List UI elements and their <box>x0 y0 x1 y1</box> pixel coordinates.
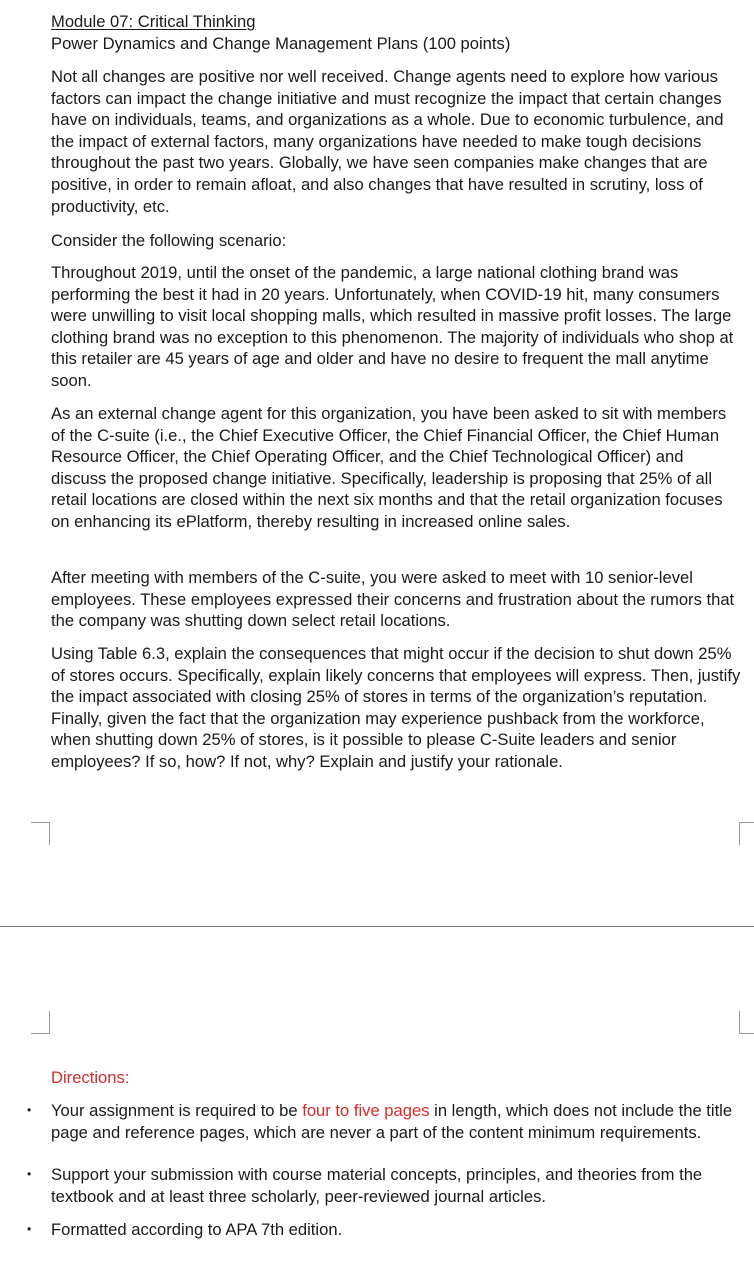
page-break-divider <box>0 926 754 927</box>
length-text-start: Your assignment is required to be <box>51 1101 303 1120</box>
directions-item-length <box>51 1100 733 1143</box>
assignment-title: Power Dynamics and Change Management Plans (100 points) <box>51 34 511 53</box>
directions-item-sources: Support your submission with course material concepts, principles, and theories from the textbook and at least three scholarly, peer-reviewed journal articles. <box>51 1165 703 1206</box>
bullet-icon: • <box>27 1167 32 1181</box>
bullet-icon: • <box>27 1103 32 1117</box>
directions-item-format: Formatted according to APA 7th edition. <box>51 1220 343 1239</box>
change-agent-paragraph: As an external change agent for this organization, you have been asked to sit with members of the C-suite (i.e., the Chief Executive Officer, the Chief Financial Officer, the Chief Human Resource Officer, the Chief Operating Officer, and the Chief Technological Officer) and discuss the proposed change initiative. Specifically, leadership is proposing that 25% of all retail locations are closed within the next six months and that the retail organization focuses on enhancing its ePlatform, thereby resulting in increased online sales. <box>51 404 727 531</box>
intro-paragraph: Not all changes are positive nor well received. Change agents need to explore how various factors can impact the change initiative and must recognize the impact that certain changes have on individuals, teams, and organizations as a whole. Due to economic turbulence, and the impact of external factors, many organizations have needed to make tough decisions throughout the past two years. Globally, we have seen companies make changes that are positive, in order to remain afloat, and also changes that have resulted in scrutiny, loss of productivity, etc. <box>51 67 724 216</box>
page-corner-mark-bottom-right <box>739 1011 754 1034</box>
senior-employees-paragraph: After meeting with members of the C-suite, you were asked to meet with 10 senior-level employees. These employees expressed their concerns and frustration about the rumors that the company was shutting down select retail locations. <box>51 568 735 631</box>
page-corner-mark-top-right <box>739 822 754 845</box>
page-corner-mark-bottom-left <box>31 1011 50 1034</box>
page-corner-mark-top-left <box>31 822 50 845</box>
directions-heading: Directions: <box>51 1068 130 1087</box>
module-title: Module 07: Critical Thinking <box>51 12 256 31</box>
length-text-end: in length, which does not include the title page and reference pages, which are never a part of the content minimum requirements. <box>51 1101 733 1142</box>
task-paragraph: Using Table 6.3, explain the consequences that might occur if the decision to shut down 25% of stores occurs. Specifically, explain likely concerns that employees will express. Then, justify the impact associated with closing 25% of stores in terms of the organization’s reputation. Finally, given the fact that the organization may experience pushback from the workforce, when shutting down 25% of stores, is it possible to please C-Suite leaders and senior employees? If so, how? If not, why? Explain and justify your rationale. <box>51 644 741 771</box>
scenario-paragraph: Throughout 2019, until the onset of the pandemic, a large national clothing brand was performing the best it had in 20 years. Unfortunately, when COVID-19 hit, many consumers were unwilling to visit local shopping malls, which resulted in massive profit losses. The large clothing brand was no exception to this phenomenon. The majority of individuals who shop at this retailer are 45 years of age and older and have no desire to frequent the mall anytime soon. <box>51 263 734 390</box>
scenario-lead-paragraph: Consider the following scenario: <box>51 231 287 250</box>
bullet-icon: • <box>27 1222 32 1236</box>
page-length-highlight: four to five pages <box>302 1101 430 1120</box>
